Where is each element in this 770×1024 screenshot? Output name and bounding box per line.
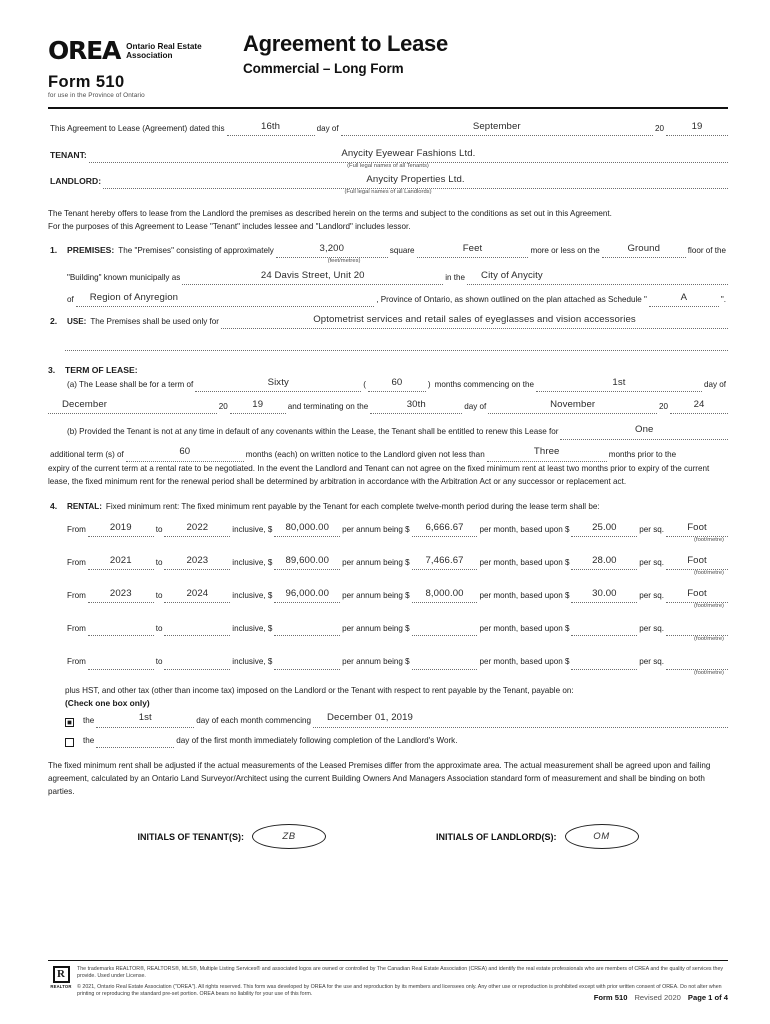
initials-section	[48, 824, 728, 849]
building-line	[48, 269, 728, 285]
term-words-value: Sixty	[267, 376, 289, 388]
rental-per-annum-field[interactable]	[274, 521, 340, 537]
rental-per-annum-label: per annum being $	[342, 524, 410, 534]
realtor-wordmark: REALTOR	[50, 983, 72, 989]
rental-label: RENTAL:	[67, 501, 102, 511]
opt1-day-value: 1st	[138, 712, 152, 724]
document-footer	[48, 960, 728, 1002]
term-words-field[interactable]	[195, 376, 361, 392]
rental-to-label: to	[155, 657, 163, 667]
section-use	[48, 315, 728, 351]
rental-per-month-field[interactable]	[412, 658, 478, 670]
building-address-field[interactable]	[182, 269, 443, 285]
rental-unit-caption: (foot/metre)	[694, 669, 724, 676]
document-titles	[223, 30, 448, 76]
rental-lead: Fixed minimum rent: The fixed minimum rent payable by the Tenant for each complete twelve-month period during the lease term shall be:	[105, 501, 600, 511]
rental-from-field[interactable]	[88, 554, 154, 570]
form-number-heading: Form 510	[48, 73, 125, 91]
rental-rate-value: 25.00	[592, 521, 617, 533]
term-end-year-field[interactable]	[670, 401, 728, 414]
footer-form-number: Form 510	[593, 993, 628, 1002]
term-year-prefix-2: 20	[659, 402, 669, 412]
footer-trademark-paragraph: The trademarks REALTOR®, REALTORS®, MLS®, Multiple Listing Services® and associated logos are owned or controlled by The Canadian Real Estate Association (CREA) and identify the real estate professionals who are members of CREA and the quality of services they provide. Used under License.	[77, 965, 724, 980]
rental-to-label: to	[155, 591, 163, 601]
use-lead: The Premises shall be used only for	[90, 317, 220, 327]
use-extra-line	[48, 338, 728, 351]
term-end-year-value: 24	[693, 399, 705, 411]
rental-inclusive-label: inclusive, $	[232, 657, 273, 667]
date-day-field[interactable]	[227, 120, 315, 136]
tenant-name-field[interactable]	[89, 147, 728, 163]
notice-months-value: Three	[533, 446, 560, 458]
term-label: TERM OF LEASE:	[65, 365, 138, 376]
rental-unit-caption: (foot/metre)	[694, 537, 724, 544]
rental-per-sq-label: per sq.	[639, 591, 665, 601]
orea-logo: OREA	[48, 36, 121, 65]
date-mid-text: day of	[316, 124, 339, 133]
rental-per-sq-label: per sq.	[639, 558, 665, 568]
date-year-field[interactable]	[666, 120, 728, 136]
use-field-2[interactable]	[65, 338, 728, 351]
tenant-caption: (Full legal names of all Tenants)	[347, 163, 429, 170]
rental-per-month-label: per month, based upon $	[479, 558, 570, 568]
rental-inclusive-label: inclusive, $	[232, 558, 273, 568]
landlord-initials-group	[436, 824, 639, 849]
rental-row	[48, 521, 728, 544]
rental-per-annum-label: per annum being $	[342, 657, 410, 667]
checkbox-option-1[interactable]	[65, 718, 74, 727]
renew-months-field[interactable]	[126, 446, 244, 462]
rental-unit-field[interactable]	[666, 521, 728, 537]
rental-rows-container	[48, 521, 728, 676]
term-line-b2	[48, 446, 728, 462]
rental-per-month-field[interactable]	[412, 624, 478, 636]
rental-unit-field[interactable]	[666, 554, 728, 570]
opt2-text: day of the first month immediately following completion of the Landlord's Work.	[176, 735, 458, 745]
section-premises	[48, 244, 728, 307]
section-term-of-lease	[48, 365, 728, 488]
rental-to-field[interactable]	[164, 521, 230, 537]
premises-mid2: more or less on the	[530, 245, 600, 255]
rental-unit-value: Foot	[687, 521, 707, 533]
header-divider	[48, 107, 728, 109]
landlord-label: LANDLORD:	[50, 176, 102, 187]
schedule-value: A	[680, 291, 688, 303]
term-end-day-field[interactable]	[370, 401, 462, 414]
rental-from-field[interactable]	[88, 658, 154, 670]
page-title: Agreement to Lease	[243, 31, 448, 56]
payment-option-1[interactable]	[48, 712, 728, 728]
rental-row	[48, 587, 728, 610]
rental-rate-value: 28.00	[592, 554, 617, 566]
landlord-initials-label: INITIALS OF LANDLORD(S):	[436, 831, 557, 842]
rental-number: 4.	[50, 500, 58, 511]
rental-per-sq-label: per sq.	[639, 624, 665, 634]
rental-per-month-value: 8,000.00	[425, 587, 464, 599]
term-end-month-field[interactable]	[488, 401, 657, 414]
footer-copyright-paragraph: © 2021, Ontario Real Estate Association ("OREA"). All rights reserved. This form was developed by OREA for the use and reproduction by its members and licensees only. Any other use or reproduction is prohibited except with prior written consent of OREA. Do not alter when printing or reproducing the standard pre-set portion. OREA bears no liability for your use of this form.	[77, 983, 722, 998]
term-year-prefix-1: 20	[218, 402, 228, 412]
rental-per-sq-label: per sq.	[639, 524, 665, 534]
tenant-initials-field[interactable]	[252, 824, 326, 849]
orea-sub-line1: Ontario Real Estate	[126, 41, 202, 51]
rental-per-month-value: 7,466.67	[425, 554, 464, 566]
tenant-name-value: Anycity Eyewear Fashions Ltd.	[341, 147, 476, 159]
term-start-day-value: 1st	[612, 376, 626, 388]
landlord-name-field[interactable]	[103, 173, 728, 189]
opt1-pre: the	[83, 715, 95, 725]
region-line	[48, 291, 728, 307]
rental-from-value: 2019	[109, 521, 132, 533]
rental-from-field[interactable]	[88, 587, 154, 603]
intro-line-1: The Tenant hereby offers to lease from the Landlord the premises as described herein on the terms and subject to the conditions as set out in this Agreement.	[48, 208, 612, 218]
rental-rate-field[interactable]	[571, 624, 637, 636]
term-day-of-2: day of	[464, 402, 487, 412]
province-schedule-text: , Province of Ontario, as shown outlined on the plan attached as Schedule "	[376, 295, 647, 305]
rental-unit-field[interactable]	[666, 624, 728, 636]
page-subtitle: Commercial – Long Form	[243, 61, 404, 77]
landlord-line	[48, 175, 728, 189]
renew-months-value: 60	[179, 446, 191, 458]
premises-mid3: floor of the	[687, 245, 727, 255]
rental-unit-caption: (foot/metre)	[694, 603, 724, 610]
rental-from-field[interactable]	[88, 624, 154, 636]
form-usage-note: for use in the Province of Ontario	[48, 92, 145, 99]
date-month-field[interactable]	[341, 120, 653, 136]
rental-to-label: to	[155, 558, 163, 568]
rental-per-annum-field[interactable]	[274, 554, 340, 570]
rental-unit-value: Foot	[687, 554, 707, 566]
term-b2-tail: months prior to the	[608, 449, 677, 459]
date-day-value: 16th	[261, 120, 281, 132]
term-end-month-value: November	[550, 399, 596, 411]
use-number: 2.	[50, 316, 58, 327]
premises-unit-caption: (feet/metres)	[327, 258, 361, 265]
opt1-mid: day of each month commencing	[196, 715, 311, 725]
rental-inclusive-label: inclusive, $	[232, 524, 273, 534]
term-start-year-field[interactable]	[230, 401, 286, 414]
rental-per-month-label: per month, based upon $	[479, 524, 570, 534]
section-rental	[48, 500, 728, 798]
checkbox-option-2[interactable]	[65, 738, 74, 747]
rental-per-annum-value: 80,000.00	[285, 521, 330, 533]
rental-per-annum-value: 96,000.00	[285, 587, 330, 599]
tenant-label: TENANT:	[50, 150, 87, 161]
rental-per-month-value: 6,666.67	[425, 521, 464, 533]
rental-from-label: From	[67, 657, 86, 667]
rental-to-value: 2024	[186, 587, 209, 599]
term-months-value: 60	[391, 376, 403, 388]
term-start-month-value: December	[62, 399, 108, 411]
city-value: City of Anycity	[481, 269, 543, 281]
opt2-day-field[interactable]	[96, 735, 174, 748]
premises-area-value: 3,200	[319, 242, 345, 254]
footer-divider	[48, 960, 728, 961]
city-field[interactable]	[467, 269, 728, 285]
rental-to-field[interactable]	[164, 587, 230, 603]
building-address-value: 24 Davis Street, Unit 20	[260, 269, 365, 281]
term-start-day-field[interactable]	[536, 376, 702, 392]
term-line-a	[48, 376, 728, 392]
rental-from-label: From	[67, 558, 86, 568]
schedule-close: ".	[720, 295, 726, 305]
term-months-field[interactable]	[368, 376, 426, 392]
rental-rate-field[interactable]	[571, 658, 637, 670]
opt1-commencing-field[interactable]	[313, 712, 728, 728]
rental-to-field[interactable]	[164, 624, 230, 636]
term-months-commencing: months commencing on the	[434, 380, 535, 390]
rental-per-annum-label: per annum being $	[342, 624, 410, 634]
rental-from-label: From	[67, 624, 86, 634]
rental-unit-value: Foot	[687, 587, 707, 599]
term-terminating-text: and terminating on the	[287, 402, 369, 412]
orea-sub-line2: Association	[126, 51, 173, 60]
rental-inclusive-label: inclusive, $	[232, 591, 273, 601]
term-line-a2	[48, 401, 728, 414]
rental-per-month-field[interactable]	[412, 554, 478, 570]
premises-floor-value: Ground	[627, 242, 661, 254]
rental-from-label: From	[67, 591, 86, 601]
premises-unit-field[interactable]	[417, 242, 529, 258]
rental-to-field[interactable]	[164, 658, 230, 670]
document-header	[48, 30, 728, 102]
opt1-day-field[interactable]	[96, 712, 194, 728]
rental-row	[48, 656, 728, 675]
opt1-commencing-value: December 01, 2019	[327, 712, 413, 724]
intro-line-2: For the purposes of this Agreement to Lease "Tenant" includes lessee and "Landlord" includes lessor.	[48, 222, 411, 232]
rental-unit-field[interactable]	[666, 658, 728, 670]
region-field[interactable]	[76, 291, 375, 307]
rental-to-field[interactable]	[164, 554, 230, 570]
premises-lead: The "Premises" consisting of approximately	[118, 245, 274, 255]
term-start-month-field[interactable]	[48, 401, 217, 414]
date-month-value: September	[472, 120, 521, 132]
rental-inclusive-label: inclusive, $	[232, 624, 273, 634]
building-lead: "Building" known municipally as	[67, 273, 181, 283]
rental-row	[48, 554, 728, 577]
term-end-day-value: 30th	[406, 399, 426, 411]
term-b2-mid: months (each) on written notice to the Landlord given not less than	[245, 449, 485, 459]
tenant-initials-group	[138, 824, 327, 849]
rental-to-value: 2023	[186, 554, 209, 566]
tenant-initials-value: ZB	[282, 831, 296, 843]
rental-per-month-label: per month, based upon $	[479, 624, 570, 634]
term-paren-open: (	[363, 380, 366, 390]
rental-to-label: to	[155, 624, 163, 634]
rental-rate-field[interactable]	[571, 587, 637, 603]
payment-option-2[interactable]	[48, 735, 728, 748]
rental-per-month-field[interactable]	[412, 587, 478, 603]
premises-number: 1.	[50, 245, 58, 256]
term-number: 3.	[48, 365, 56, 376]
renew-count-value: One	[635, 424, 654, 436]
check-one-instruction: (Check one box only)	[65, 697, 150, 708]
rental-per-month-field[interactable]	[412, 521, 478, 537]
rental-per-annum-label: per annum being $	[342, 558, 410, 568]
term-b-rest: expiry of the current term at a rental rate to be negotiated. In the event the Landlord and Tenant can not agree on the fixed minimum rent at least two months prior to expiry of the current lease, the fixed minimum rent for the renewal period shall be determined by arbitration in accordance with the Arbitration Act or any successor or replacement act.	[48, 463, 710, 486]
orea-branding	[48, 30, 223, 99]
premises-label: PREMISES:	[67, 245, 115, 256]
realtor-logo	[48, 966, 74, 989]
footer-meta	[594, 993, 728, 1002]
rental-from-value: 2021	[109, 554, 132, 566]
renew-count-field[interactable]	[560, 424, 728, 440]
rental-per-sq-label: per sq.	[639, 657, 665, 667]
rental-from-label: From	[67, 524, 86, 534]
rental-to-value: 2022	[186, 521, 209, 533]
landlord-caption: (Full legal names of all Landlords)	[344, 188, 432, 195]
of-label: of	[67, 295, 74, 305]
rental-per-annum-field[interactable]	[274, 587, 340, 603]
use-field[interactable]	[221, 313, 728, 329]
landlord-name-value: Anycity Properties Ltd.	[366, 173, 465, 185]
footer-page-number: Page 1 of 4	[687, 993, 728, 1002]
rental-unit-caption: (foot/metre)	[694, 636, 724, 643]
rental-to-label: to	[155, 524, 163, 534]
term-day-of-1: day of	[703, 380, 726, 390]
rental-rate-value: 30.00	[592, 587, 617, 599]
term-line-b1	[48, 426, 728, 439]
notice-months-field[interactable]	[487, 446, 607, 462]
intro-paragraph	[48, 207, 728, 233]
year-prefix: 20	[654, 124, 664, 133]
tenant-initials-label: INITIALS OF TENANT(S):	[137, 831, 244, 842]
rental-per-annum-field[interactable]	[274, 624, 340, 636]
use-value: Optometrist services and retail sales of eyeglasses and vision accessories	[313, 313, 636, 325]
use-label: USE:	[67, 317, 87, 327]
rental-per-annum-label: per annum being $	[342, 591, 410, 601]
term-start-year-value: 19	[252, 399, 264, 411]
date-lead-text: This Agreement to Lease (Agreement) dated this	[50, 124, 225, 133]
realtor-glyph-icon: R	[53, 966, 70, 983]
rental-from-value: 2023	[109, 587, 132, 599]
rental-unit-caption: (foot/metre)	[694, 570, 724, 577]
rental-per-month-label: per month, based upon $	[479, 591, 570, 601]
rental-rate-field[interactable]	[571, 554, 637, 570]
term-a-lead: (a) The Lease shall be for a term of	[67, 380, 194, 390]
orea-association-name	[126, 41, 202, 60]
hst-line: plus HST, and other tax (other than income tax) imposed on the Landlord or the Tenant with respect to rent payable by the Tenant, payable on:	[65, 685, 574, 695]
premises-area-field[interactable]	[276, 242, 388, 258]
premises-unit-value: Feet	[462, 242, 483, 254]
landlord-initials-field[interactable]	[565, 824, 639, 849]
rental-per-month-label: per month, based upon $	[479, 657, 570, 667]
footer-revised: Revised 2020	[634, 993, 681, 1002]
opt2-pre: the	[83, 735, 95, 745]
date-year-value: 19	[691, 120, 703, 132]
premises-square-text: square	[389, 245, 415, 255]
term-paren-close: )	[427, 380, 431, 390]
measurement-adjustment-paragraph: The fixed minimum rent shall be adjusted if the actual measurements of the Leased Premises differ from the approximate area. The actual measurement shall be agreed upon and failing agreement, calculated by an Ontario Land Surveyor/Architect using the current Building Owners And Managers Association standard form of measurement and shall be binding on both parties.	[48, 760, 711, 797]
premises-floor-field[interactable]	[602, 242, 686, 258]
in-the-text: in the	[445, 273, 466, 283]
rental-per-annum-field[interactable]	[274, 658, 340, 670]
term-b-lead: (b) Provided the Tenant is not at any time in default of any covenants within the Lease, the Tenant shall be entitled to renew this Lease for	[67, 427, 559, 437]
tenant-line	[48, 149, 728, 163]
rental-from-field[interactable]	[88, 521, 154, 537]
rental-rate-field[interactable]	[571, 521, 637, 537]
schedule-field[interactable]	[649, 291, 719, 307]
landlord-initials-value: OM	[593, 831, 610, 843]
agreement-date-line	[48, 120, 728, 136]
region-value: Region of Anyregion	[89, 291, 179, 303]
term-b2-lead: additional term (s) of	[50, 449, 124, 459]
rental-row	[48, 623, 728, 642]
rental-per-annum-value: 89,600.00	[285, 554, 330, 566]
rental-unit-field[interactable]	[666, 587, 728, 603]
